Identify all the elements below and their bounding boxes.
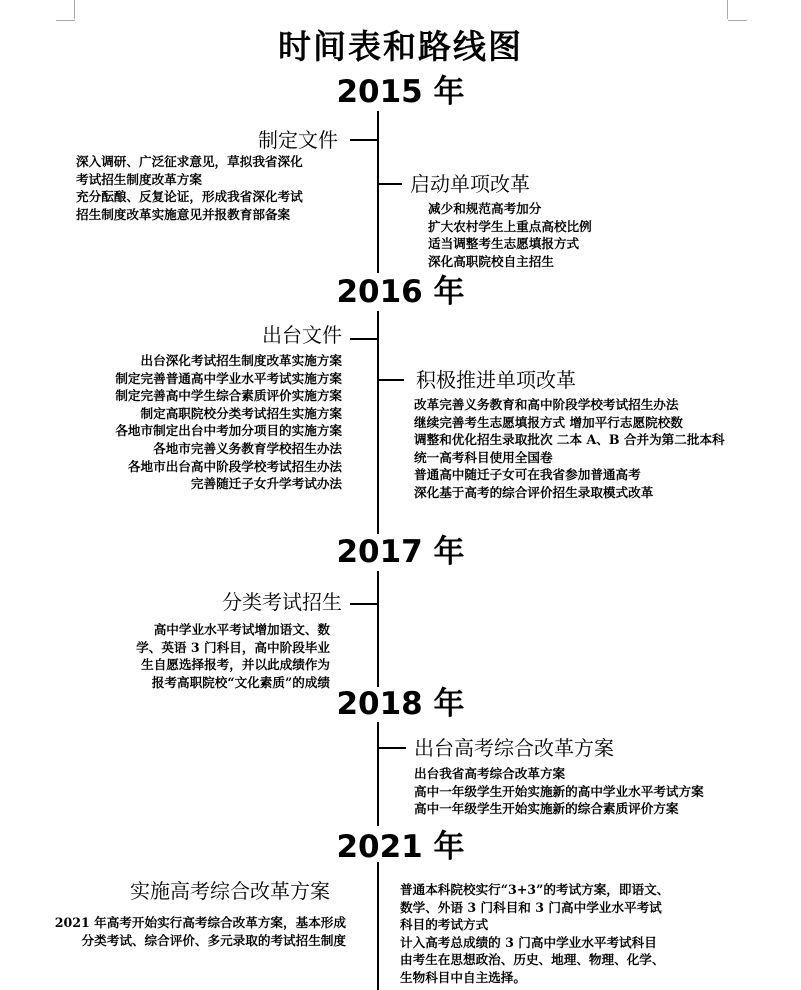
list-item: 各地市完善义务教育学校招生办法 <box>153 440 342 456</box>
timeline-line-2018 <box>377 722 379 826</box>
timeline-line-2015 <box>377 111 379 273</box>
year-label-2016: 2016 年 <box>336 274 465 310</box>
list-item: 高中一年级学生开始实施新的高中学业水平考试方案 <box>414 783 704 799</box>
section-heading: 实施高考综合改革方案 <box>130 879 330 903</box>
list-item: 高中学业水平考试增加语文、数 <box>153 622 330 637</box>
list-item: 适当调整考生志愿填报方式 <box>428 236 580 252</box>
list-item: 各地市制定出台中考加分项目的实施方案 <box>115 423 342 439</box>
item-list <box>60 621 330 691</box>
list-item: 深化基于高考的综合评价招生录取模式改革 <box>414 484 654 500</box>
connector-tick <box>378 379 404 381</box>
connector-tick <box>350 139 378 141</box>
list-item: 普通本科院校实行“3+3”的考试方案，即语文、 <box>400 882 670 897</box>
list-item: 充分酝酿、反复论证，形成我省深化考试 <box>76 189 303 205</box>
year-label-2018: 2018 年 <box>336 686 465 722</box>
list-item: 制定高职院校分类考试招生实施方案 <box>140 405 342 421</box>
list-item: 出台我省高考综合改革方案 <box>414 766 566 781</box>
list-item: 生物科目中自主选择。 <box>400 969 526 985</box>
item-list <box>414 765 704 818</box>
list-item: 深化高职院校自主招生 <box>428 253 554 269</box>
section-heading: 积极推进单项改革 <box>416 368 576 392</box>
list-item: 分类考试、综合评价、多元录取的考试招生制度 <box>81 932 346 948</box>
page-title: 时间表和路线图 <box>278 27 523 66</box>
list-item: 改革完善义务教育和高中阶段学校考试招生办法 <box>414 397 679 412</box>
list-item: 学、英语 3 门科目，高中阶段毕业 <box>136 639 330 655</box>
list-item: 生自愿选择报考，并以此成绩作为 <box>141 657 330 673</box>
list-item: 完善随迁子女升学考试办法 <box>190 476 342 492</box>
crop-mark-top-right-horizontal <box>728 20 747 21</box>
timeline-line-2021 <box>377 862 379 990</box>
list-item: 报考高职院校“文化素质”的成绩 <box>151 674 330 690</box>
list-item: 高中一年级学生开始实施新的综合素质评价方案 <box>414 801 679 817</box>
item-list <box>76 153 303 223</box>
year-label-2021: 2021 年 <box>336 829 465 865</box>
section-heading: 制定文件 <box>258 128 338 152</box>
section-heading: 启动单项改革 <box>410 172 530 196</box>
list-item: 各地市出台高中阶段学校考试招生办法 <box>127 458 342 474</box>
list-item: 调整和优化招生录取批次 二本 A、B 合并为第二批本科 <box>414 432 725 448</box>
section-heading: 出台高考综合改革方案 <box>414 736 614 760</box>
crop-mark-top-left-horizontal <box>56 20 75 21</box>
list-item: 减少和规范高考加分 <box>428 201 542 216</box>
list-item: 统一高考科目使用全国卷 <box>414 449 553 465</box>
list-item: 计入高考总成绩的 3 门高中学业水平考试科目 <box>400 934 657 950</box>
crop-mark-top-right-vertical <box>727 0 728 19</box>
list-item: 科目的考试方式 <box>400 917 489 933</box>
connector-tick <box>350 338 378 340</box>
item-list <box>428 200 592 270</box>
list-item: 制定完善普通高中学业水平考试实施方案 <box>115 370 342 386</box>
list-item: 深入调研、广泛征求意见，草拟我省深化 <box>76 154 303 169</box>
section-heading: 分类考试招生 <box>222 590 342 614</box>
crop-mark-top-left-vertical <box>74 0 75 19</box>
item-list <box>40 352 342 493</box>
year-label-2015: 2015 年 <box>336 74 465 110</box>
item-list <box>2 914 346 949</box>
list-item: 2021 年高考开始实行高考综合改革方案，基本形成 <box>54 915 346 930</box>
list-item: 普通高中随迁子女可在我省参加普通高考 <box>414 467 641 483</box>
list-item: 由考生在思想政治、历史、地理、物理、化学、 <box>400 952 665 968</box>
connector-tick <box>378 747 406 749</box>
list-item: 继续完善考生志愿填报方式 增加平行志愿院校数 <box>414 414 683 430</box>
section-heading: 出台文件 <box>262 323 342 347</box>
timeline-line-2016 <box>377 311 379 534</box>
list-item: 考试招生制度改革方案 <box>76 171 202 187</box>
item-list <box>400 881 669 987</box>
year-label-2017: 2017 年 <box>336 534 465 570</box>
timeline-line-2017 <box>377 571 379 687</box>
list-item: 制定完善高中学生综合素质评价实施方案 <box>115 388 342 404</box>
connector-tick <box>378 183 402 185</box>
list-item: 扩大农村学生上重点高校比例 <box>428 218 592 234</box>
list-item: 出台深化考试招生制度改革实施方案 <box>140 353 342 368</box>
item-list <box>414 396 725 502</box>
list-item: 数学、外语 3 门科目和 3 门高中学业水平考试 <box>400 899 662 915</box>
list-item: 招生制度改革实施意见并报教育部备案 <box>76 206 291 222</box>
connector-tick <box>350 603 378 605</box>
